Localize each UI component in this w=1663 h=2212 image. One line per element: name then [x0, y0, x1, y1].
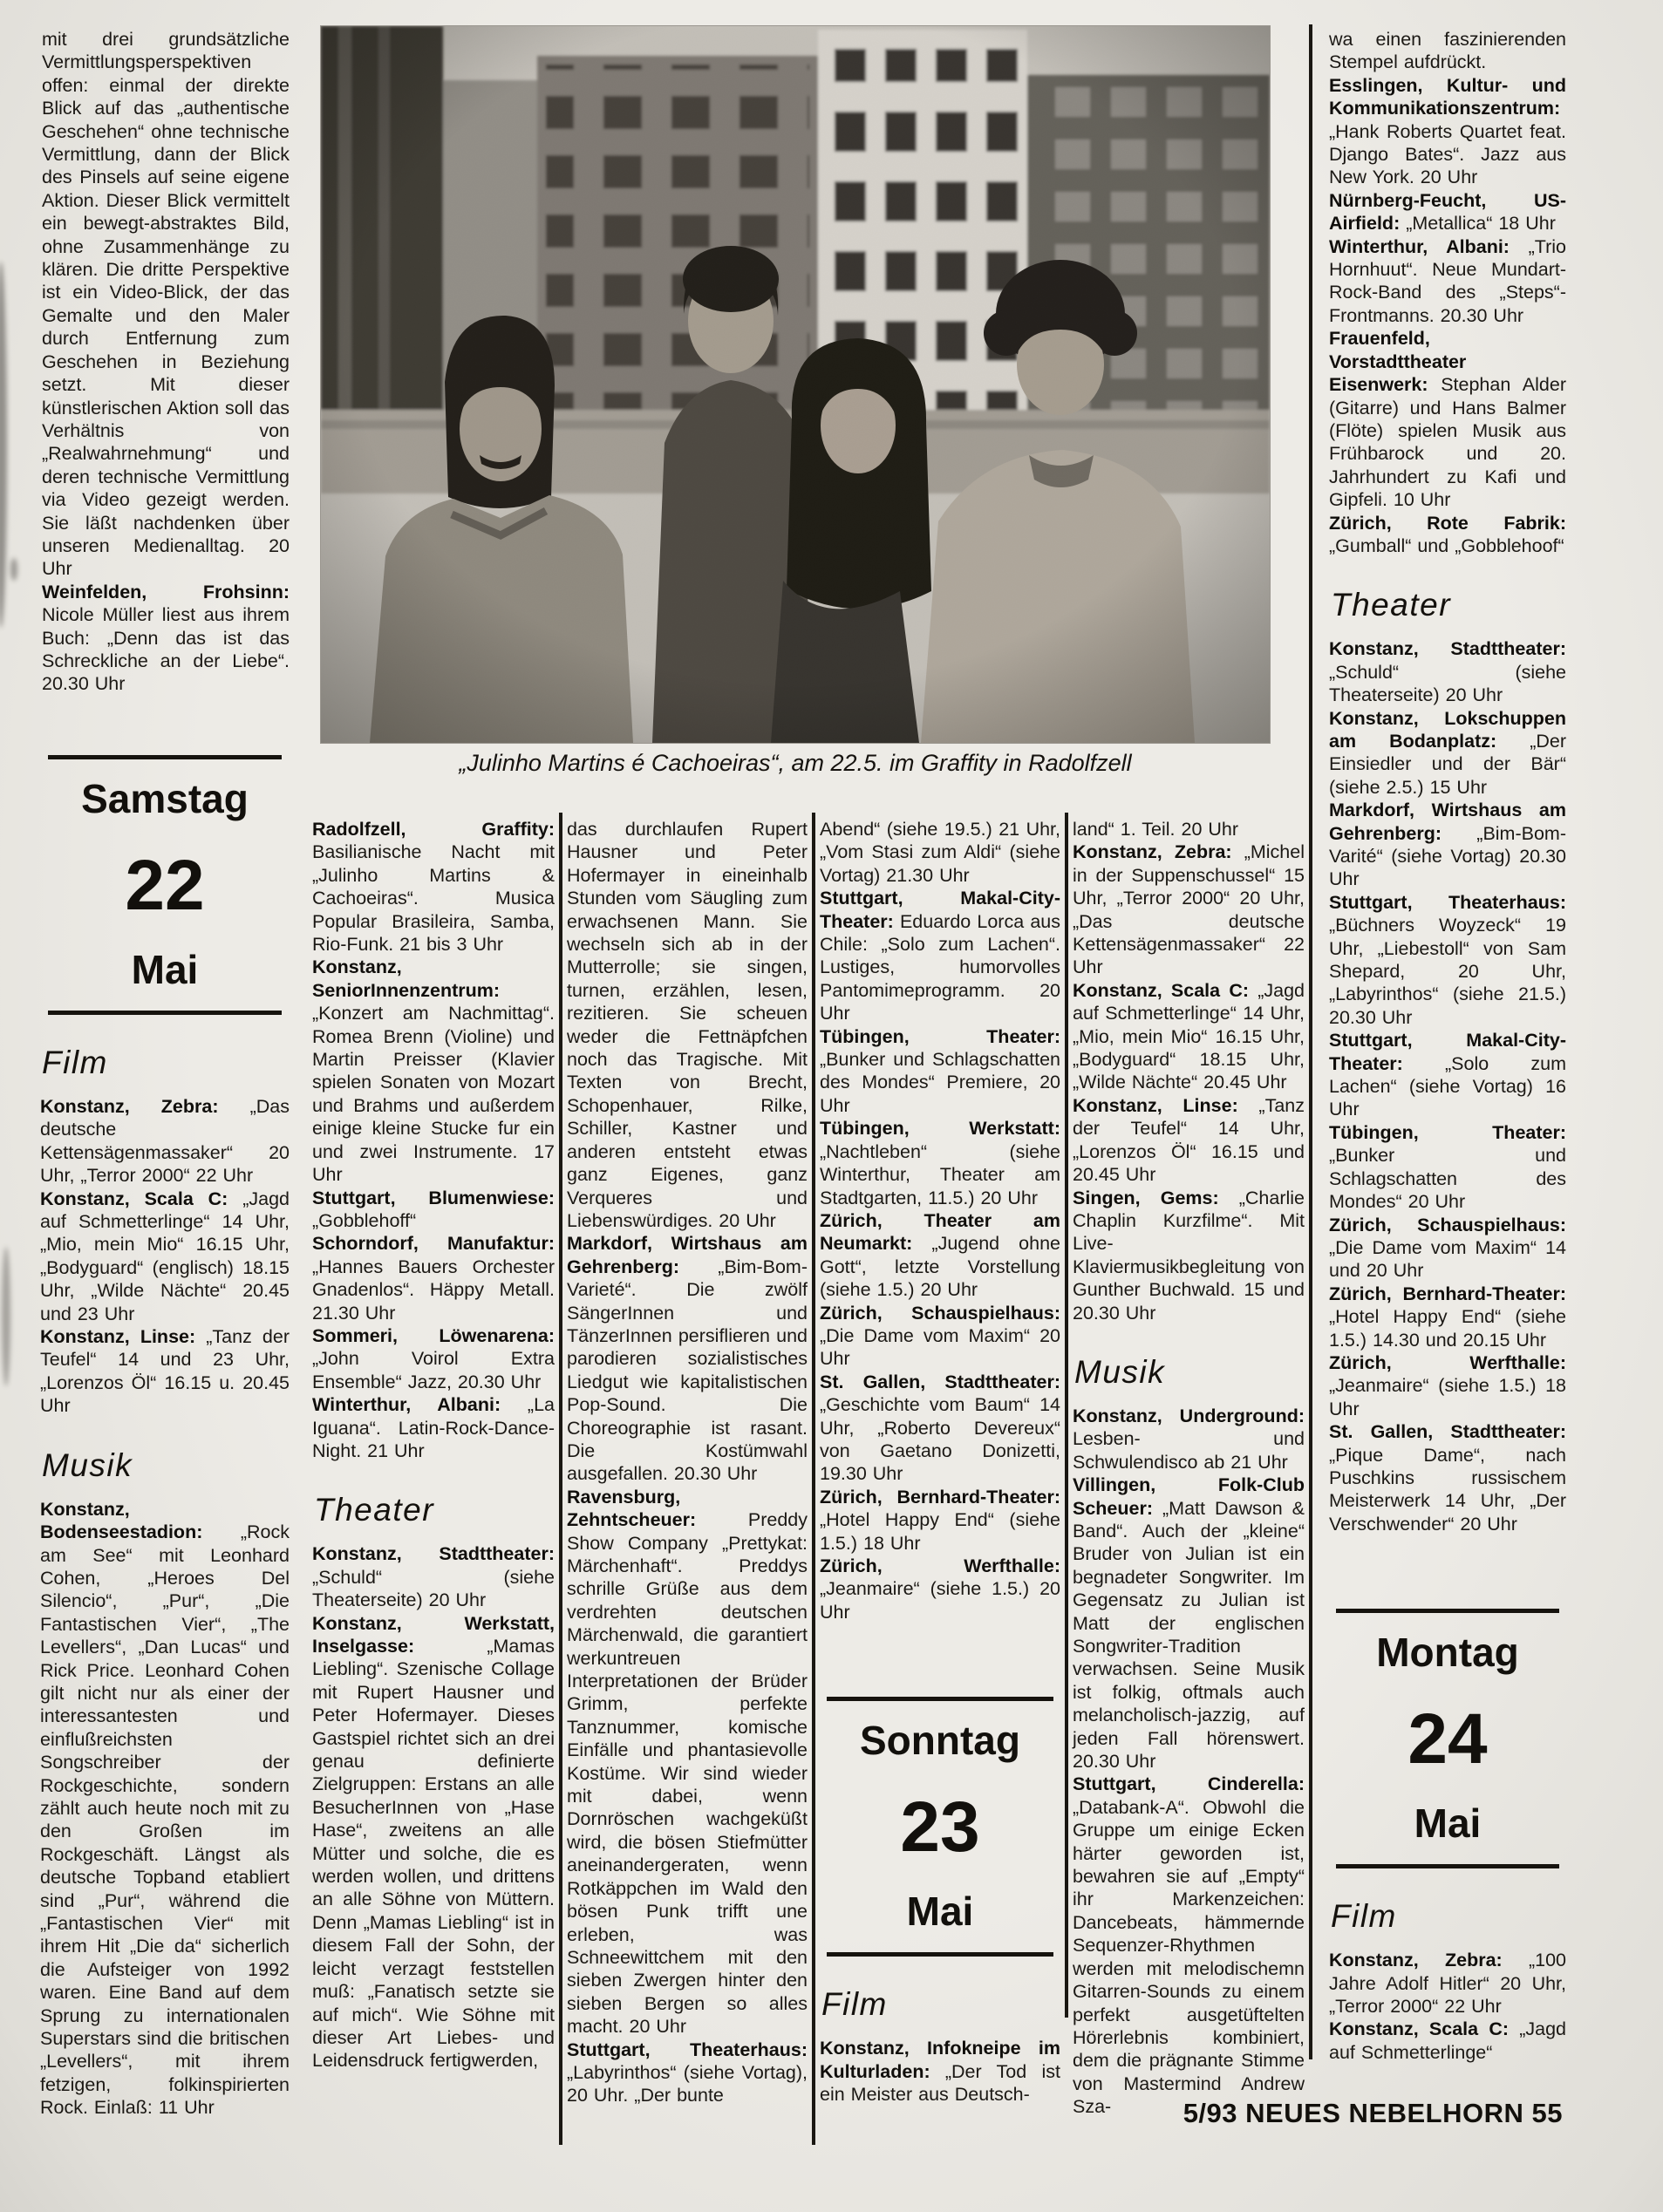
listing-entry: Stuttgart, Makal-City-Theater: „Solo zum Lachen“ (siehe Vortag) 16 Uhr — [1329, 1030, 1566, 1120]
photo-caption: „Julinho Martins é Cachoeiras“, am 22.5. im Graffity in Radolfzell — [459, 750, 1132, 776]
day-name: Samstag — [81, 776, 249, 821]
section-heading-film: Film — [1331, 1898, 1397, 1935]
venue-name: Weinfelden, Frohsinn: — [42, 581, 290, 602]
venue-name: Zürich, Bernhard-Theater: — [1329, 1283, 1566, 1304]
venue-name: Stuttgart, Makal-City-Theater: — [1329, 1030, 1566, 1074]
venue-name: Tübingen, Theater: — [1329, 1121, 1566, 1143]
column-right — [1329, 28, 1566, 2064]
venue-name: Stuttgart, Cinderella: — [1073, 1773, 1305, 1795]
rule — [827, 1697, 1053, 1701]
venue-name: Markdorf, Wirtshaus am Gehrenberg: — [567, 1233, 808, 1277]
scan-artifact — [0, 262, 7, 628]
column-3 — [567, 818, 808, 2107]
listing-entry: Konstanz, Infokneipe im Kulturladen: „Der Tod ist ein Meister aus Deutsch- — [820, 2038, 1060, 2106]
listing-entry: Zürich, Rote Fabrik: „Gumball“ und „Gobblehoof“ — [1329, 512, 1566, 556]
venue-name: Konstanz, Stadttheater: — [312, 1543, 555, 1565]
listing-entry: St. Gallen, Stadttheater: „Geschichte vom Baum“ 14 Uhr, „Roberto Devereux“ von Gaetano Donizetti, 19.30 Uhr — [820, 1371, 1060, 1485]
listing-entry: Radolfzell, Graffity: Basilianische Nacht mit „Julinho Martins & Cachoeiras“. Musica Popular Brasileira, Samba, Rio-Funk. 21 bis 3 Uhr — [312, 819, 555, 956]
listing-entry: Zürich, Theater am Neumarkt: „Jugend ohne Gott“, letzte Vorstellung (siehe 1.5.) 20 Uhr — [820, 1209, 1060, 1301]
day-name: Montag — [1376, 1630, 1519, 1676]
venue-name: Stuttgart, Theaterhaus: — [1329, 891, 1566, 913]
listing-entry: Sommeri, Löwenarena: „John Voirol Extra Ensemble“ Jazz, 20.30 Uhr — [312, 1324, 555, 1392]
day-name: Sonntag — [860, 1718, 1020, 1764]
day-number: 22 — [125, 846, 205, 925]
listing-entry: Frauenfeld, Vorstadttheater Eisenwerk: Stephan Alder (Gitarre) und Hans Balmer (Flöte) spielen Musik aus Frühbarock und 20. Jahrhundert zu Kafi und Gipfeli. 10 Uhr — [1329, 328, 1566, 511]
rule — [48, 755, 283, 759]
venue-name: Frauenfeld, Vorstadttheater Eisenwerk: — [1329, 328, 1467, 396]
venue-name: Tübingen, Werkstatt: — [820, 1118, 1060, 1140]
venue-name: Esslingen, Kultur- und Kommunikationszentrum: — [1329, 74, 1566, 119]
rule — [1336, 1609, 1559, 1613]
venue-name: Konstanz, Scala C: — [40, 1188, 243, 1209]
listing-entry: Konstanz, Stadttheater: „Schuld“ (siehe Theaterseite) 20 Uhr — [312, 1543, 555, 1611]
listing-entry: Nürnberg-Feucht, US-Airfield: „Metallica“ 18 Uhr — [1329, 189, 1566, 235]
venue-name: Konstanz, Scala C: — [1073, 979, 1258, 1001]
venue-name: Konstanz, Lokschuppen am Bodanplatz: — [1329, 707, 1566, 752]
scan-artifact — [10, 558, 17, 581]
venue-name: Stuttgart, Theaterhaus: — [567, 2038, 808, 2060]
listing-entry: Konstanz, Linse: „Tanz der Teufel“ 14 und 23 Uhr, „Lorenzos Öl“ 16.15 u. 20.45 Uhr — [40, 1326, 290, 1417]
venue-name: Zürich, Theater am Neumarkt: — [820, 1209, 1060, 1255]
venue-name: Schorndorf, Manufaktur: — [312, 1233, 555, 1255]
day-header-montag — [1336, 1609, 1559, 1868]
venue-name: Konstanz, Stadttheater: — [1329, 638, 1566, 660]
column-divider — [812, 813, 815, 2145]
day-month: Mai — [1414, 1800, 1482, 1847]
venue-name: Konstanz, Werkstatt, Inselgasse: — [312, 1612, 555, 1657]
venue-name: St. Gallen, Stadttheater: — [1329, 1421, 1566, 1443]
venue-name: Nürnberg-Feucht, US-Airfield: — [1329, 189, 1566, 235]
venue-name: Markdorf, Wirtshaus am Gehrenberg: — [1329, 800, 1566, 844]
column-4 — [820, 818, 1060, 2106]
section-heading-film: Film — [42, 1045, 108, 1080]
day-number: 23 — [900, 1787, 980, 1868]
listing-entry: Konstanz, Linse: „Tanz der Teufel“ 14 Uhr, „Lorenzos Öl“ 16.15 und 20.45 Uhr — [1073, 1094, 1305, 1186]
listing-entry: Konstanz, Zebra: „Michel in der Suppenschussel“ 15 Uhr, „Terror 2000“ 20 Uhr, „Das deutsche Kettensägenmassaker“ 22 Uhr — [1073, 841, 1305, 978]
listing-entry: Stuttgart, Makal-City-Theater: Eduardo Lorca aus Chile: „Solo zum Lachen“. Lustiges, humorvolles Pantomimeprogramm. 20 Uhr — [820, 888, 1060, 1024]
rule — [1336, 1864, 1559, 1868]
listing-entry: Konstanz, Scala C: „Jagd auf Schmetterlinge“ — [1329, 2018, 1566, 2063]
day-header-samstag — [48, 755, 283, 1015]
continuation-paragraph: wa einen faszinierenden Stempel aufdrückt. — [1329, 29, 1566, 73]
column-2 — [312, 818, 555, 2072]
listing-entry: Konstanz, Lokschuppen am Bodanplatz: „Der Einsiedler und der Bär“ (siehe 2.5.) 15 Uhr — [1329, 707, 1566, 798]
continuation-paragraph: das durchlaufen Rupert Hausner und Peter Hofermayer in eineinhalb Stunden vom Säugling zum erwachsenen Mann. Sie wechseln sich ab in der Mutterrolle; sie singen, turnen, erzählen, lesen, rezitieren. Sie scheuen weder die Fettnäpfchen noch das Tragische. Mit Texten von Brecht, Schopenhauer, Rilke, Schiller, Kastner und anderen entsteht etwas ganz Eigenes, ganz Verqueres und Liebenswürdiges. 20 Uhr — [567, 819, 808, 1231]
listing-entry: Esslingen, Kultur- und Kommunikationszentrum: „Hank Roberts Quartet feat. Django Bates“. Jazz aus New York. 20 Uhr — [1329, 74, 1566, 188]
venue-name: Konstanz, Underground: — [1073, 1405, 1305, 1426]
page-footer: 5/93 NEUES NEBELHORN 55 — [1183, 2098, 1563, 2128]
venue-name: Zürich, Schauspielhaus: — [820, 1302, 1060, 1324]
section-heading-film: Film — [821, 1986, 888, 2023]
rule — [827, 1952, 1053, 1957]
listing-entry: Schorndorf, Manufaktur: „Hannes Bauers Orchester Gnadenlos“. Häppy Metall. 21.30 Uhr — [312, 1233, 555, 1324]
day-header-sonntag — [827, 1697, 1053, 1957]
venue-name: Konstanz, SeniorInnenzentrum: — [312, 956, 501, 1001]
scan-artifact — [2, 1247, 10, 1386]
venue-name: Konstanz, Infokneipe im Kulturladen: — [820, 2038, 1060, 2082]
band-photo-illustration — [321, 26, 1270, 743]
venue-name: Winterthur, Albani: — [1329, 235, 1529, 257]
column-divider — [559, 813, 562, 2145]
listing-entry: Zürich, Schauspielhaus: „Die Dame vom Maxim“ 20 Uhr — [820, 1302, 1060, 1370]
listing-entry: Konstanz, Zebra: „100 Jahre Adolf Hitler“ 20 Uhr, „Terror 2000“ 22 Uhr — [1329, 1950, 1566, 2017]
listing-entry: Stuttgart, Cinderella: „Databank-A“. Obwohl die Gruppe um einige Ecken härter geworden ist, bewahren sie auf „Empty“ ihr Markenzeichen: Dancebeats, hämmernde Sequenzer-Rhythmen werden mit melodischemn Gitarren-Sounds zu einem perfekt ausgetüftelten Hörerlebnis kombiniert, dem die prägnante Stimme von Mastermind Andrew Sza- — [1073, 1773, 1305, 2118]
listing-entry: Konstanz, Zebra: „Das deutsche Kettensägenmassaker“ 20 Uhr, „Terror 2000“ 22 Uhr — [40, 1096, 290, 1187]
continuation-paragraph: land“ 1. Teil. 20 Uhr — [1073, 819, 1239, 840]
listing-entry: Konstanz, Scala C: „Jagd auf Schmetterlinge“ 14 Uhr, „Mio, mein Mio“ 16.15 Uhr, „Bodyguard“ (englisch) 18.15 Uhr, „Wilde Nächte“ 20.45 und 23 Uhr — [40, 1188, 290, 1324]
venue-name: Sommeri, Löwenarena: — [312, 1324, 555, 1346]
venue-name: Konstanz, Linse: — [1073, 1094, 1259, 1116]
listing-entry: Zürich, Bernhard-Theater: „Hotel Happy End“ (siehe 1.5.) 14.30 und 20.15 Uhr — [1329, 1283, 1566, 1351]
venue-name: Zürich, Bernhard-Theater: — [820, 1486, 1060, 1508]
listing-entry: Villingen, Folk-Club Scheuer: „Matt Dawson & Band“. Auch der „kleine“ Bruder von Julian ist ein begnadeter Songwriter. Im Gegensatz zu Julian ist Matt der englischen Songwriter-Tradition verwachsen. Seine Musik ist folkig, oftmals auch melancholisch-jazzig, auf jeden Fall hörenswert. 20.30 Uhr — [1073, 1474, 1305, 1773]
section-heading-musik: Musik — [1074, 1353, 1166, 1390]
venue-name: Konstanz, Scala C: — [1329, 2018, 1520, 2040]
venue-name: Villingen, Folk-Club Scheuer: — [1073, 1474, 1305, 1519]
listing-entry: Tübingen, Werkstatt: „Nachtleben“ (siehe Winterthur, Theater am Stadtgarten, 11.5.) 20 Uhr — [820, 1118, 1060, 1208]
venue-name: Singen, Gems: — [1073, 1187, 1239, 1208]
venue-name: Konstanz, Linse: — [40, 1326, 207, 1348]
listing-entry: Winterthur, Albani: „Trio Hornhuut“. Neue Mundart-Rock-Band des „Steps“-Frontmanns. 20.30 Uhr — [1329, 235, 1566, 326]
section-heading-theater: Theater — [314, 1492, 435, 1528]
venue-name: Konstanz, Zebra: — [1329, 1950, 1529, 1971]
venue-name: Konstanz, Zebra: — [40, 1096, 250, 1117]
venue-name: St. Gallen, Stadttheater: — [820, 1371, 1060, 1392]
venue-name: Stuttgart, Blumenwiese: — [312, 1187, 555, 1208]
venue-name: Zürich, Werfthalle: — [820, 1555, 1060, 1576]
listing-entry: Zürich, Schauspielhaus: „Die Dame vom Maxim“ 14 und 20 Uhr — [1329, 1214, 1566, 1282]
day-month: Mai — [906, 1889, 974, 1935]
listing-entry: Konstanz, SeniorInnenzentrum: „Konzert am Nachmittag“. Romea Brenn (Violine) und Martin Preisser (Klavier spielen Sonaten von Mozart und Brahms und außerdem einige kleine Stucke fur ein und zwei Instrumente. 17 Uhr — [312, 956, 555, 1186]
continuation-paragraph: mit drei grundsätzliche Vermittlungsperspektiven offen: einmal der direkte Blick auf das „authentische Geschehen“ ohne technische Vermittlung, dann der Blick des Pinsels auf seine eigene Aktion. Dieser Blick vermittelt ein bewegt-abstraktes Bild, ohne Zusammenhänge zu klären. Die dritte Perspektive ist ein Video-Blick, der das Gemalte und den Maler durch Entfernung zum Geschehen in Beziehung setzt. Mit dieser künstlerischen Aktion soll das Verhältnis von „Realwahrnehmung“ und deren technische Vermittlung via Video gezeigt werden. Sie läßt nachdenken über unseren Medienalltag. 20 Uhr — [42, 29, 290, 580]
rule — [48, 1011, 283, 1015]
venue-name: Radolfzell, Graffity: — [312, 819, 555, 840]
listing-entry: Markdorf, Wirtshaus am Gehrenberg: „Bim-Bom-Varieté“. Die zwölf SängerInnen und TänzerInnen persiflieren und parodieren sozialistisches Liedgut wie kapitalistischen Pop-Sound. Die Choreographie ist rasant. Die Kostümwahl ausgefallen. 20.30 Uhr — [567, 1233, 808, 1485]
column-5 — [1073, 818, 1305, 2119]
listing-entry: Markdorf, Wirtshaus am Gehrenberg: „Bim-Bom-Varité“ (siehe Vortag) 20.30 Uhr — [1329, 800, 1566, 890]
listing-entry: St. Gallen, Stadttheater: „Pique Dame“, nach Puschkins russischem Meisterwerk 14 Uhr, „Der Verschwender“ 20 Uhr — [1329, 1421, 1566, 1535]
column-divider — [1309, 24, 1312, 2059]
venue-name: Zürich, Schauspielhaus: — [1329, 1214, 1566, 1235]
continuation-paragraph: Abend“ (siehe 19.5.) 21 Uhr, „Vom Stasi zum Aldi“ (siehe Vortag) 21.30 Uhr — [820, 819, 1060, 886]
listing-entry: Konstanz, Underground: Lesben- und Schwulendisco ab 21 Uhr — [1073, 1405, 1305, 1473]
listing-entry: Singen, Gems: „Charlie Chaplin Kurzfilme“. Mit Live-Klaviermusikbegleitung von Gunther Buchwald. 15 und 20.30 Uhr — [1073, 1187, 1305, 1324]
listing-entry: Tübingen, Theater: „Bunker und Schlagschatten des Mondes“ 20 Uhr — [1329, 1121, 1566, 1213]
column-samstag — [40, 755, 290, 2120]
day-number: 24 — [1407, 1699, 1488, 1780]
band-photo — [321, 26, 1270, 743]
venue-name: Konstanz, Bodenseestadion: — [40, 1498, 241, 1543]
venue-name: Ravensburg, Zehntscheuer: — [567, 1486, 748, 1531]
venue-name: Zürich, Werfthalle: — [1329, 1351, 1566, 1373]
section-heading-musik: Musik — [42, 1446, 133, 1483]
listing-entry: Tübingen, Theater: „Bunker und Schlagschatten des Mondes“ Premiere, 20 Uhr — [820, 1025, 1060, 1116]
listing-entry: Konstanz, Stadttheater: „Schuld“ (siehe Theaterseite) 20 Uhr — [1329, 638, 1566, 706]
column-intro — [42, 28, 290, 696]
listing-entry: Zürich, Werfthalle: „Jeanmaire“ (siehe 1.5.) 18 Uhr — [1329, 1351, 1566, 1419]
day-month: Mai — [131, 947, 199, 992]
listing-entry: Stuttgart, Theaterhaus: „Büchners Woyzeck“ 19 Uhr, „Liebestoll“ von Sam Shepard, 20 Uhr, „Labyrinthos“ (siehe 21.5.) 20.30 Uhr — [1329, 891, 1566, 1028]
venue-name: Konstanz, Zebra: — [1073, 841, 1244, 863]
listing-entry: Stuttgart, Blumenwiese: „Gobblehoff“ — [312, 1187, 555, 1231]
section-heading-theater: Theater — [1331, 587, 1452, 623]
venue-name: Zürich, Rote Fabrik: — [1329, 512, 1566, 534]
listing-entry: Weinfelden, Frohsinn: Nicole Müller liest aus ihrem Buch: „Denn das ist das Schreckliche an der Liebe“. 20.30 Uhr — [42, 581, 290, 695]
venue-name: Tübingen, Theater: — [820, 1025, 1060, 1047]
listing-entry: Ravensburg, Zehntscheuer: Preddy Show Company „Prettykat: Märchenhaft“. Preddys schrille Grüße aus dem verdrehten deutschen Märchenwald, die garantiert werkuntreuen Interpretationen der Brüder Grimm, perfekte Tanznummer, komische Einfälle und phantasievolle Kostüme. Wir sind wieder mit dabei, wenn Dornröschen wachgeküßt wird, die bösen Stiefmütter aneinandergeraten, wenn Rotkäppchen im Wald den bösen Punk trifft une erleben, was Schneewittchem mit den sieben Zwergen hinter den sieben Bergen so alles macht. 20 Uhr — [567, 1486, 808, 2038]
venue-name: Stuttgart, Makal-City-Theater: — [820, 888, 1060, 932]
venue-name: Winterthur, Albani: — [312, 1394, 528, 1416]
column-divider — [1065, 813, 1068, 2018]
listing-entry: Konstanz, Bodenseestadion: „Rock am See“ mit Leonhard Cohen, „Heroes Del Silencio“, „Pur“, „Die Fantastischen Vier“, „The Levellers“, „Dan Lucas“ und Rick Price. Leonhard Cohen gilt nicht nur als einer der interessantesten und einflußreichsten Songschreiber der Rockgeschichte, sondern zählt auch heute noch mit zu den Großen im Rockgeschäft. Längst als deutsche Topband etabliert sind „Pur“, während die „Fantastischen Vier“ mit ihrem Hit „Die da“ sicherlich die Aufsteiger von 1992 waren. Eine Band auf dem Sprung zu internationalen Superstars sind die britischen „Levellers“, mit ihrem fetzigen, folkinspirierten Rock. Einlaß: 11 Uhr — [40, 1498, 290, 2119]
listing-entry: Zürich, Werfthalle: „Jeanmaire“ (siehe 1.5.) 20 Uhr — [820, 1555, 1060, 1623]
listing-entry: Zürich, Bernhard-Theater: „Hotel Happy End“ (siehe 1.5.) 18 Uhr — [820, 1486, 1060, 1554]
listing-entry: Konstanz, Scala C: „Jagd auf Schmetterlinge“ 14 Uhr, „Mio, mein Mio“ 16.15 Uhr, „Bodyguard“ 18.15 Uhr, „Wilde Nächte“ 20.45 Uhr — [1073, 979, 1305, 1093]
listing-entry: Winterthur, Albani: „La Iguana“. Latin-Rock-Dance-Night. 21 Uhr — [312, 1394, 555, 1461]
listing-entry: Konstanz, Werkstatt, Inselgasse: „Mamas Liebling“. Szenische Collage mit Rupert Hausner und Peter Hofermayer. Dieses Gastspiel richtet sich an drei genau definierte Zielgruppen: Erstans an alle BesucherInnen von „Hase Hase“, zweitens an alle Mütter und solche, die es werden wollen, und drittens an alle Söhne von Müttern. Denn „Mamas Liebling“ ist in diesem Fall der Sohn, der leicht verzagt feststellen muß: „Fanatisch setzte sie auf mich“. Wie Söhne mit dieser Art Liebes- und Leidensdruck fertigwerden, — [312, 1612, 555, 2072]
listing-entry: Stuttgart, Theaterhaus: „Labyrinthos“ (siehe Vortag), 20 Uhr. „Der bunte — [567, 2038, 808, 2107]
